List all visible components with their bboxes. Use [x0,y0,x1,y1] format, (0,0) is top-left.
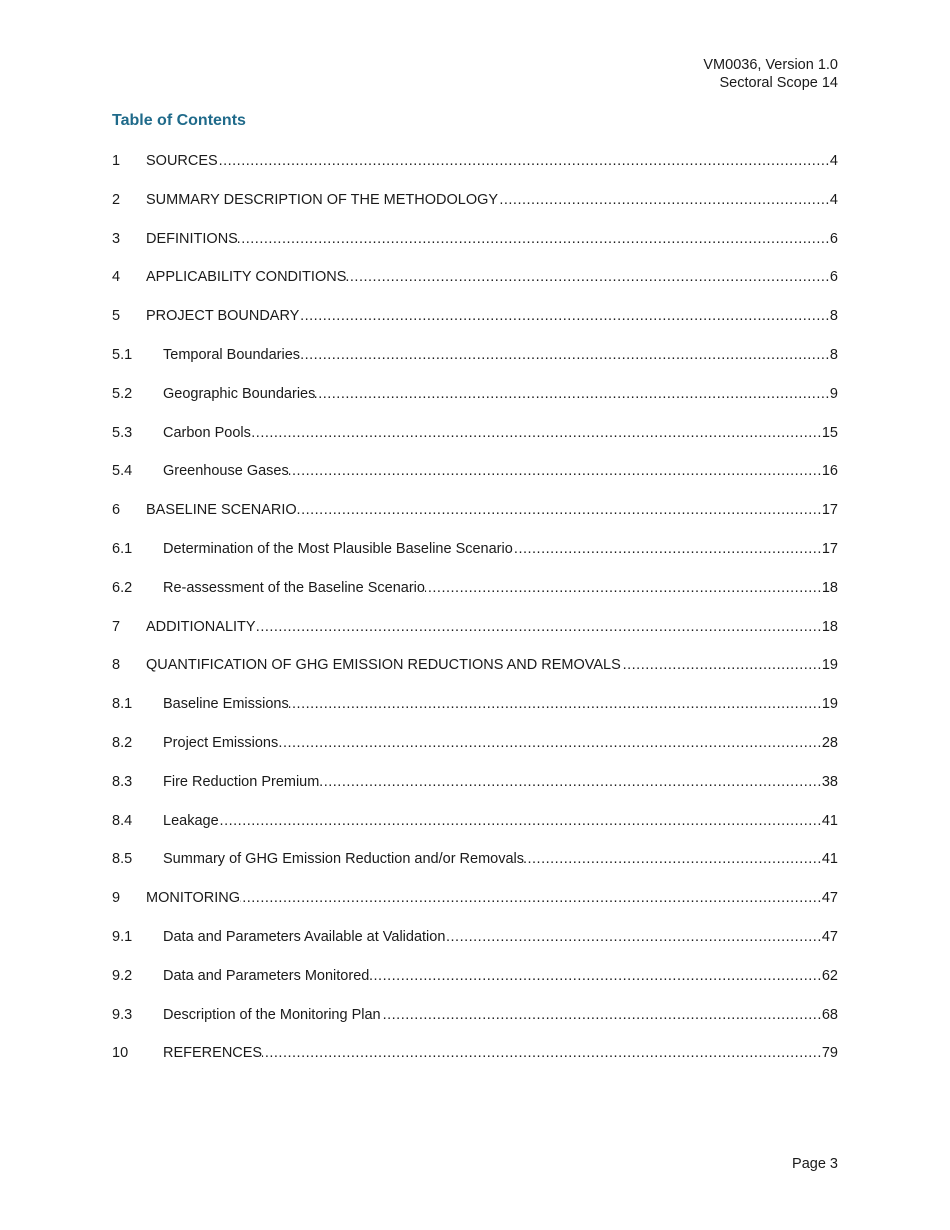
toc-entry-page: 8 [829,346,838,363]
toc-entry[interactable] [112,694,838,733]
toc-dot-leader [278,733,822,753]
toc-entry-page: 15 [821,424,838,441]
toc-entry-label: Data and Parameters Available at Validation [163,928,446,945]
toc-title: Table of Contents [112,112,246,129]
toc-entry[interactable] [112,461,838,500]
toc-dot-leader [513,539,822,559]
toc-entry-number: 6.1 [112,540,133,557]
toc-entry-page: 18 [821,579,838,596]
toc-entry-number: 5.3 [112,424,133,441]
toc-entry-label: Re-assessment of the Baseline Scenario [163,579,425,596]
header-sectoral-scope: Sectoral Scope 14 [719,75,838,91]
toc-entry-page: 8 [829,308,838,325]
toc-entry-label: ADDITIONALITY [146,618,256,635]
toc-entry-label: Summary of GHG Emission Reduction and/or Removals [163,851,525,868]
toc-entry-page: 17 [821,502,838,519]
toc-entry-label: Fire Reduction Premium [163,773,320,790]
toc-dot-leader [251,423,822,443]
toc-dot-leader [445,927,821,947]
toc-entry-page: 41 [821,851,838,868]
toc-dot-leader [524,849,822,869]
toc-entry-number: 5.4 [112,463,133,480]
toc-entry-number: 8.5 [112,851,133,868]
toc-entry[interactable] [112,849,838,888]
toc-entry-number: 8.2 [112,734,133,751]
toc-dot-leader [289,461,822,481]
toc-entry-page: 6 [829,230,838,247]
toc-entry-page: 9 [829,385,838,402]
toc-entry[interactable] [112,267,838,306]
toc-entry[interactable] [112,345,838,384]
toc-dot-leader [300,345,830,365]
toc-entry-number: 3 [112,230,121,247]
toc-entry-label: APPLICABILITY CONDITIONS [146,269,347,286]
toc-entry-page: 4 [829,153,838,169]
toc-entry-label: Carbon Pools [163,424,251,441]
toc-dot-leader [425,578,822,598]
toc-entry-page: 18 [821,618,838,635]
toc-entry-page: 68 [821,1006,838,1023]
toc-entry-number: 8.4 [112,812,133,829]
toc-entry-page: 79 [821,1045,838,1062]
toc-entry-label: QUANTIFICATION OF GHG EMISSION REDUCTIONS AND REMOVALS [146,657,621,674]
toc-entry[interactable] [112,578,838,617]
toc-entry-number: 8.1 [112,696,133,713]
table-of-contents [112,151,838,1082]
toc-entry-label: Data and Parameters Monitored [163,967,370,984]
toc-entry-number: 6.2 [112,579,133,596]
toc-entry-page: 16 [821,463,838,480]
toc-entry[interactable] [112,772,838,811]
toc-dot-leader [381,1005,822,1025]
toc-entry-page: 47 [821,928,838,945]
toc-entry-page: 19 [821,696,838,713]
toc-dot-leader [218,151,830,171]
toc-dot-leader [315,384,830,404]
toc-dot-leader [346,267,830,287]
toc-dot-leader [498,190,830,210]
toc-entry[interactable] [112,306,838,345]
toc-entry[interactable] [112,733,838,772]
toc-dot-leader [621,655,822,675]
document-header [703,56,838,92]
toc-entry[interactable] [112,888,838,927]
toc-entry-page: 17 [821,540,838,557]
toc-entry[interactable] [112,655,838,694]
toc-entry-number: 9.2 [112,967,133,984]
toc-dot-leader [256,617,822,637]
toc-entry-number: 2 [112,191,121,208]
toc-entry[interactable] [112,539,838,578]
toc-entry-label: Geographic Boundaries [163,385,316,402]
toc-dot-leader [299,306,830,326]
toc-entry-page: 4 [829,191,838,208]
toc-entry-label: Description of the Monitoring Plan [163,1006,381,1023]
toc-entry-number: 9.1 [112,928,133,945]
toc-dot-leader [369,966,822,986]
toc-dot-leader [289,694,822,714]
toc-entry-label: Determination of the Most Plausible Baseline Scenario [163,540,513,557]
toc-entry-label: MONITORING [146,890,240,907]
toc-entry-page: 28 [821,734,838,751]
toc-entry-number: 4 [112,269,121,286]
toc-entry-label: DEFINITIONS [146,230,238,247]
toc-entry[interactable] [112,927,838,966]
toc-entry-number: 9.3 [112,1006,133,1023]
toc-dot-leader [319,772,822,792]
toc-entry-number: 5.1 [112,346,133,363]
toc-entry-number: 8.3 [112,773,133,790]
toc-entry[interactable] [112,151,838,190]
toc-dot-leader [297,500,822,520]
toc-entry-page: 19 [821,657,838,674]
toc-entry-number: 9 [112,890,121,907]
toc-entry[interactable] [112,811,838,850]
toc-entry-label: SOURCES [146,153,218,169]
toc-entry-label: REFERENCES [163,1045,263,1062]
toc-entry[interactable] [112,617,838,656]
toc-entry[interactable] [112,500,838,539]
toc-entry-number: 1 [112,153,121,169]
toc-entry-label: Greenhouse Gases [163,463,289,480]
toc-entry-page: 47 [821,890,838,907]
toc-entry[interactable] [112,229,838,268]
toc-entry[interactable] [112,190,838,229]
toc-entry-label: BASELINE SCENARIO [146,502,297,519]
toc-entry-label: Temporal Boundaries [163,346,301,363]
toc-entry-number: 7 [112,618,121,635]
toc-dot-leader [238,229,830,249]
toc-entry-number: 5 [112,308,121,325]
toc-entry[interactable] [112,384,838,423]
toc-entry-label: Project Emissions [163,734,279,751]
toc-entry-number: 6 [112,502,121,519]
toc-entry-page: 6 [829,269,838,286]
toc-entry-label: SUMMARY DESCRIPTION OF THE METHODOLOGY [146,191,499,208]
toc-dot-leader [219,811,822,831]
header-doc-version: VM0036, Version 1.0 [703,57,838,73]
toc-entry[interactable] [112,1005,838,1044]
toc-entry-number: 8 [112,657,121,674]
toc-entry-label: Baseline Emissions [163,696,289,713]
toc-entry-label: PROJECT BOUNDARY [146,308,300,325]
toc-entry[interactable] [112,1043,838,1082]
toc-entry-number: 10 [112,1045,129,1062]
toc-entry-page: 38 [821,773,838,790]
toc-entry[interactable] [112,966,838,1005]
toc-entry-number: 5.2 [112,385,133,402]
page-number: Page 3 [792,1156,838,1172]
toc-entry-label: Leakage [163,812,219,829]
toc-dot-leader [262,1043,822,1063]
toc-entry-page: 41 [821,812,838,829]
toc-entry[interactable] [112,423,838,462]
toc-entry-page: 62 [821,967,838,984]
toc-dot-leader [240,888,822,908]
